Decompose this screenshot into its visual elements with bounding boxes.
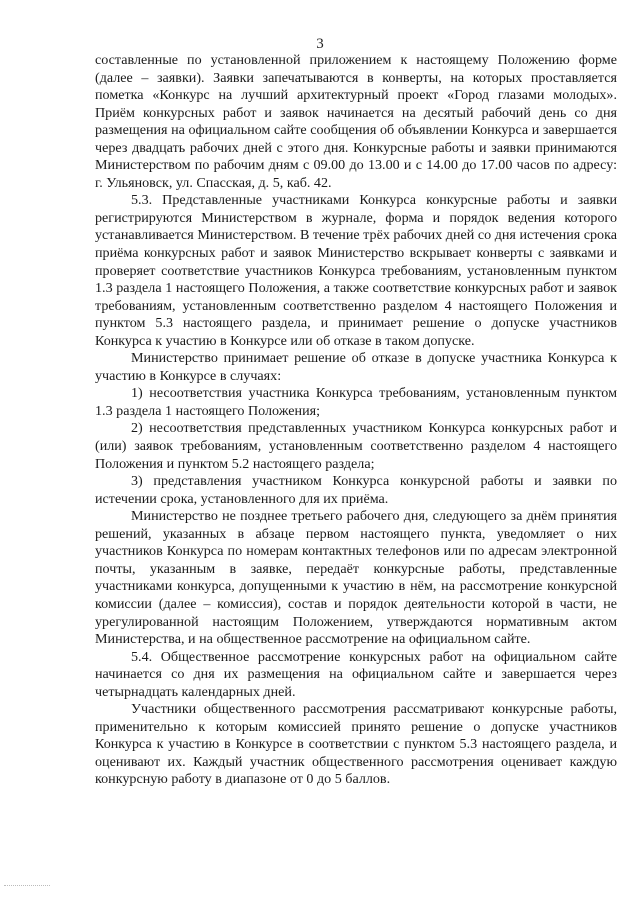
- paragraph-refusal-intro: Министерство принимает решение об отказе в допуске участника Конкурса к участию в Конкурсе в случаях:: [95, 350, 617, 384]
- list-item-1: 1) несоответствия участника Конкурса требованиям, установленным пунктом 1.3 раздела 1 настоящего Положения;: [95, 385, 617, 419]
- paragraph-notification: Министерство не позднее третьего рабочего дня, следующего за днём принятия решений, указанных в абзаце первом настоящего пункта, уведомляет о них участников Конкурса по номерам контактных телефонов или по адресам электронной почты, указанным в заявке, передаёт конкурсные работы, представленные участниками конкурса, допущенными к участию в нём, на рассмотрение конкурсной комиссии (далее – комиссия), состав и порядок деятельности которой в части, не урегулированной настоящим Положением, утверждаются нормативным актом Министерства, и на общественное рассмотрение на официальном сайте.: [95, 508, 617, 648]
- paragraph-continuation: составленные по установленной приложением к настоящему Положению форме (далее – заявки). Заявки запечатываются в конверты, на которых проставляется пометка «Конкурс на лучший архитектурный проект «Город глазами молодых». Приём конкурсных работ и заявок начинается на десятый рабочий день со дня размещения на официальном сайте сообщения об объявлении Конкурса и завершается через двадцать рабочих дней с этого дня. Конкурсные работы и заявки принимаются Министерством по рабочим дням с 09.00 до 13.00 и с 14.00 до 17.00 часов по адресу: г. Ульяновск, ул. Спасская, д. 5, каб. 42.: [95, 52, 617, 191]
- scan-edge-mark: [4, 885, 50, 888]
- document-body: [95, 52, 617, 789]
- page-number: 3: [316, 36, 324, 52]
- paragraph-5-4: 5.4. Общественное рассмотрение конкурсных работ на официальном сайте начинается со дня их размещения на официальном сайте и завершается через четырнадцать календарных дней.: [95, 648, 617, 700]
- paragraph-public-review: Участники общественного рассмотрения рассматривают конкурсные работы, применительно к которым комиссией принято решение о допуске участников Конкурса к участию в Конкурсе в соответствии с пунктом 5.3 настоящего раздела, и оценивают их. Каждый участник общественного рассмотрения оценивает каждую конкурсную работу в диапазоне от 0 до 5 баллов.: [95, 701, 617, 788]
- paragraph-5-3: 5.3. Представленные участниками Конкурса конкурсные работы и заявки регистрируются Министерством в журнале, форма и порядок ведения которого устанавливается Министерством. В течение трёх рабочих дней со дня истечения срока приёма конкурсных работ и заявок Министерство вскрывает конверты с заявками и проверяет соответствие участников Конкурса требованиям, установленным пунктом 1.3 раздела 1 настоящего Положения, а также соответствие конкурсных работ и заявок требованиям, установленным соответственно разделом 4 настоящего Положения и пунктом 5.3 настоящего раздела, и принимает решение о допуске участников Конкурса к участию в Конкурсе или об отказе в таком допуске.: [95, 192, 617, 349]
- list-item-3: 3) представления участником Конкурса конкурсной работы и заявки по истечении срока, установленного для их приёма.: [95, 473, 617, 507]
- list-item-2: 2) несоответствия представленных участником Конкурса конкурсных работ и (или) заявок требованиям, установленным соответственно разделом 4 настоящего Положения и пунктом 5.2 настоящего раздела;: [95, 420, 617, 472]
